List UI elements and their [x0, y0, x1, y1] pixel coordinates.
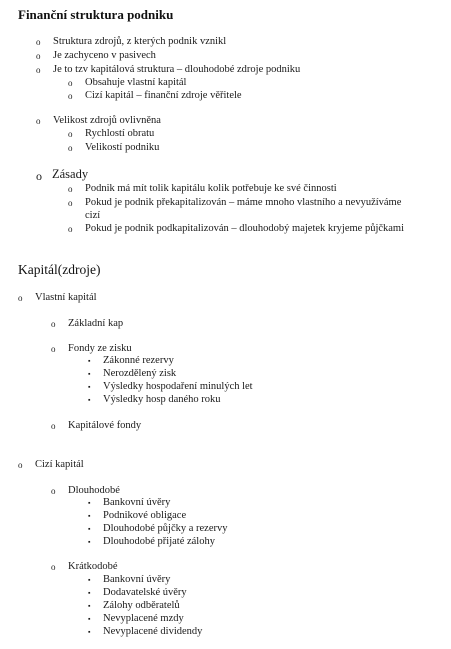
- list-item: Výsledky hosp daného roku: [103, 394, 221, 405]
- list-item: Dlouhodobé: [68, 485, 120, 496]
- bullet-square: ▪: [88, 602, 91, 610]
- bullet-square: ▪: [88, 576, 91, 584]
- bullet-circle: o: [36, 116, 41, 126]
- list-item-continuation: cizí: [85, 210, 101, 221]
- bullet-circle: o: [51, 344, 56, 354]
- list-item-heading: Zásady: [52, 167, 89, 181]
- bullet-square: ▪: [88, 589, 91, 597]
- list-item: Dlouhodobé přijaté zálohy: [103, 536, 215, 547]
- bullet-square: ▪: [88, 370, 91, 378]
- bullet-square: ▪: [88, 499, 91, 507]
- list-item: Bankovní úvěry: [103, 497, 171, 508]
- bullet-circle: o: [18, 293, 23, 303]
- bullet-square: ▪: [88, 538, 91, 546]
- list-item: Nevyplacené mzdy: [103, 613, 184, 624]
- list-item: Výsledky hospodaření minulých let: [103, 381, 253, 392]
- bullet-circle: o: [36, 51, 41, 61]
- list-item: Cizí kapitál – finanční zdroje věřitele: [85, 90, 242, 101]
- list-item: Velikostí podniku: [85, 142, 160, 153]
- list-item: Kapitálové fondy: [68, 420, 142, 431]
- list-item: Dodavatelské úvěry: [103, 587, 187, 598]
- bullet-circle: o: [51, 562, 56, 572]
- list-item: Obsahuje vlastní kapitál: [85, 77, 187, 88]
- list-item: Zákonné rezervy: [103, 355, 174, 366]
- bullet-circle: o: [51, 486, 56, 496]
- section-title-kapital: Kapitál(zdroje): [18, 262, 101, 277]
- list-item: Fondy ze zisku: [68, 343, 132, 354]
- list-item: Bankovní úvěry: [103, 574, 171, 585]
- bullet-circle: o: [36, 169, 42, 183]
- bullet-square: ▪: [88, 628, 91, 636]
- bullet-square: ▪: [88, 615, 91, 623]
- bullet-circle: o: [51, 421, 56, 431]
- bullet-circle: o: [68, 143, 73, 153]
- list-item: Dlouhodobé půjčky a rezervy: [103, 523, 228, 534]
- list-item: Pokud je podnik překapitalizován – máme mnoho vlastního a nevyužíváme: [85, 197, 402, 208]
- bullet-circle: o: [68, 224, 73, 234]
- bullet-circle: o: [68, 129, 73, 139]
- list-item: Rychlostí obratu: [85, 128, 155, 139]
- bullet-square: ▪: [88, 383, 91, 391]
- bullet-circle: o: [36, 65, 41, 75]
- bullet-circle: o: [36, 37, 41, 47]
- list-item: Velikost zdrojů ovlivněna: [53, 115, 161, 126]
- bullet-square: ▪: [88, 357, 91, 365]
- list-item: Zálohy odběratelů: [103, 600, 180, 611]
- bullet-circle: o: [68, 91, 73, 101]
- section-title-financni-struktura: Finanční struktura podniku: [18, 7, 174, 22]
- bullet-square: ▪: [88, 525, 91, 533]
- list-item: Nerozdělený zisk: [103, 368, 177, 379]
- list-item: Podnik má mít tolik kapitálu kolik potřebuje ke své činnosti: [85, 183, 337, 194]
- list-item: Nevyplacené dividendy: [103, 626, 203, 637]
- bullet-square: ▪: [88, 396, 91, 404]
- list-item: Základní kap: [68, 318, 124, 329]
- bullet-circle: o: [68, 198, 73, 208]
- bullet-square: ▪: [88, 512, 91, 520]
- list-item: Je to tzv kapitálová struktura – dlouhodobé zdroje podniku: [53, 64, 301, 75]
- list-item: Pokud je podnik podkapitalizován – dlouhodobý majetek kryjeme půjčkami: [85, 223, 405, 234]
- bullet-circle: o: [51, 319, 56, 329]
- list-item: Je zachyceno v pasivech: [53, 50, 156, 61]
- bullet-circle: o: [68, 78, 73, 88]
- list-item: Krátkodobé: [68, 561, 118, 572]
- bullet-circle: o: [68, 184, 73, 194]
- list-item: Cizí kapitál: [35, 459, 84, 470]
- bullet-circle: o: [18, 460, 23, 470]
- list-item: Vlastní kapitál: [35, 292, 97, 303]
- list-item: Struktura zdrojů, z kterých podnik vznikl: [53, 36, 227, 47]
- list-item: Podnikové obligace: [103, 510, 187, 521]
